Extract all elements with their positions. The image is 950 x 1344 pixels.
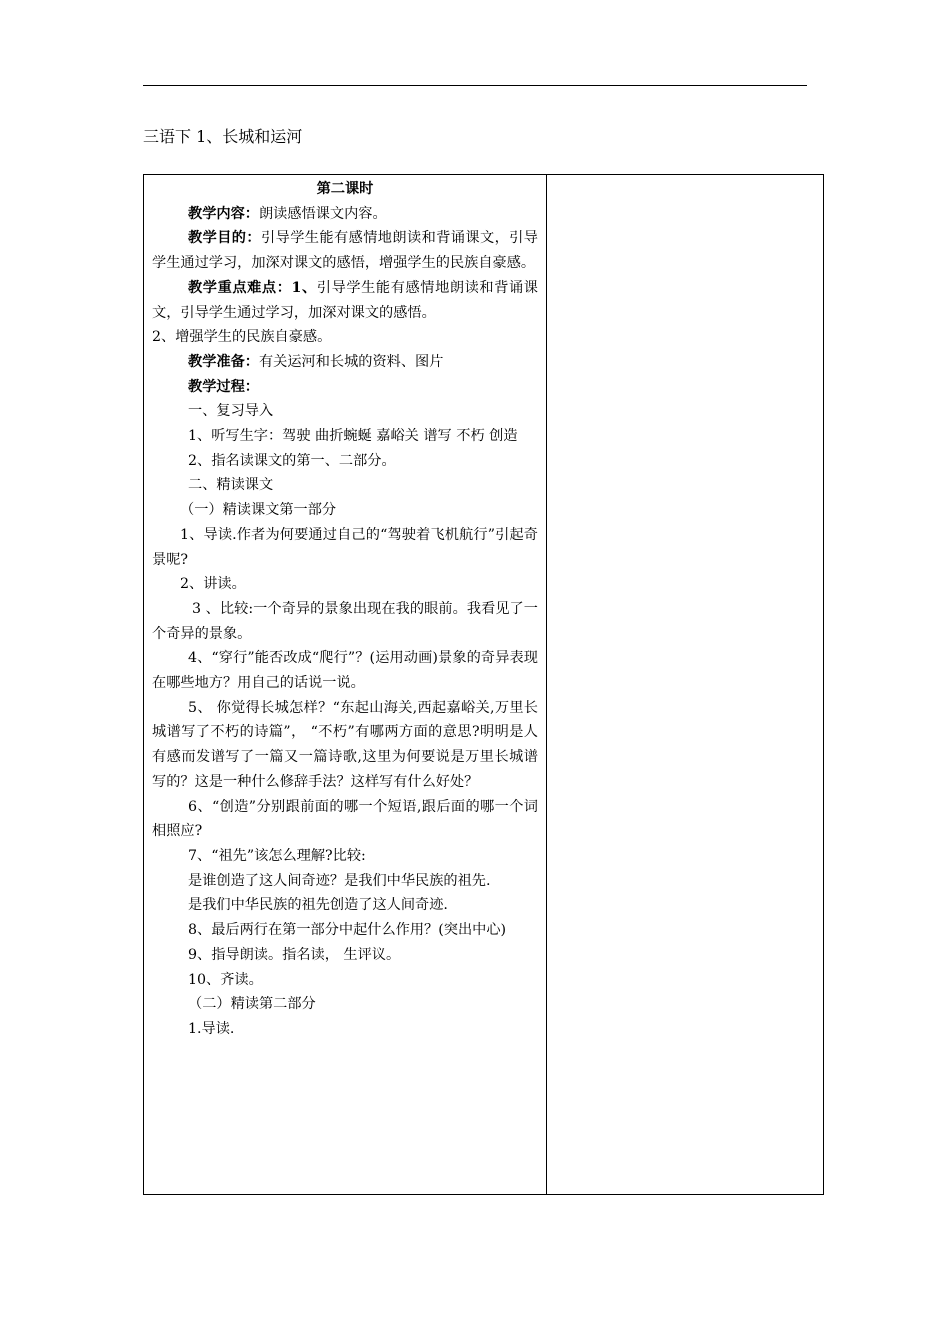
teaching-key-points — [152, 276, 538, 325]
process-step: 8、最后两行在第一部分中起什么作用？(突出中心) — [188, 922, 507, 939]
process-step: 1.导读. — [188, 1020, 235, 1037]
teaching-key-point-2: 2、增强学生的民族自豪感。 — [152, 329, 332, 346]
teaching-content-text: 朗读感悟课文内容。 — [258, 205, 387, 222]
teaching-key-number: 1、 — [291, 279, 317, 296]
teaching-process-label-text: 教学过程： — [188, 378, 259, 395]
header-rule — [143, 85, 807, 86]
teaching-aim-label: 教学目的： — [188, 230, 261, 247]
process-step: 1、听写生字：驾驶 曲折蜿蜒 嘉峪关 谱写 不朽 创造 — [188, 428, 518, 445]
process-step: 一、复习导入 — [188, 403, 274, 420]
process-step: 9、指导朗读。指名读， 生评议。 — [188, 946, 401, 963]
teaching-content-label: 教学内容： — [188, 205, 259, 222]
teaching-process-label — [152, 375, 538, 400]
document-title: 三语下 1、长城和运河 — [143, 127, 303, 146]
teaching-prep-text: 有关运河和长城的资料、图片 — [258, 353, 444, 370]
process-step: 是谁创造了这人间奇迹？是我们中华民族的祖先. — [188, 872, 491, 889]
process-step: 7、“祖先”该怎么理解?比较: — [188, 847, 366, 864]
lesson-content-cell — [152, 177, 538, 1042]
teaching-prep-label: 教学准备： — [188, 353, 259, 370]
process-step: 是我们中华民族的祖先创造了这人间奇迹. — [188, 897, 448, 914]
process-step: 2、讲读。 — [180, 576, 246, 593]
process-step: 二、精读课文 — [188, 477, 274, 494]
process-step: 6、“创造”分别跟前面的哪一个短语,跟后面的哪一个词相照应? — [152, 798, 538, 840]
teaching-prep — [152, 350, 538, 375]
teaching-content — [152, 202, 538, 227]
notes-cell — [547, 175, 823, 1194]
teaching-aim-text: 引导学生能有感情地朗读和背诵课文，引导学生通过学习，加深对课文的感悟，增强学生的民族自豪感。 — [152, 230, 538, 272]
process-step: 10、齐读。 — [188, 971, 263, 988]
lesson-heading: 第二课时 — [316, 181, 374, 197]
teaching-key-label: 教学重点难点： — [188, 279, 292, 296]
teaching-aim — [152, 226, 538, 275]
process-step: 5、 你觉得长城怎样？“东起山海关,西起嘉峪关,万里长城谱写了不朽的诗篇”， “不朽”有哪两方面的意思?明明是人有感而发谱写了一篇又一篇诗歌,这里为何要说是万里长城谱写的？这是一种什么修辞手法？这样写有什么好处？ — [152, 699, 538, 790]
process-step: 2、指名读课文的第一、二部分。 — [188, 452, 396, 469]
lesson-plan-table — [143, 174, 824, 1195]
teaching-key-text: 引导学生能有感情地朗读和背诵课文，引导学生通过学习，加深对课文的感悟。 — [152, 279, 538, 321]
process-step: （一）精读课文第一部分 — [180, 502, 337, 519]
process-step: （二）精读第二部分 — [188, 996, 316, 1013]
process-step: 1、导读.作者为何要通过自己的“驾驶着飞机航行”引起奇景呢? — [152, 526, 538, 568]
process-step: 4、“穿行”能否改成“爬行”？(运用动画)景象的奇异表现在哪些地方？用自己的话说一说。 — [152, 650, 538, 692]
process-step: 3 、比较:一个奇异的景象出现在我的眼前。我看见了一个奇异的景象。 — [152, 600, 538, 642]
